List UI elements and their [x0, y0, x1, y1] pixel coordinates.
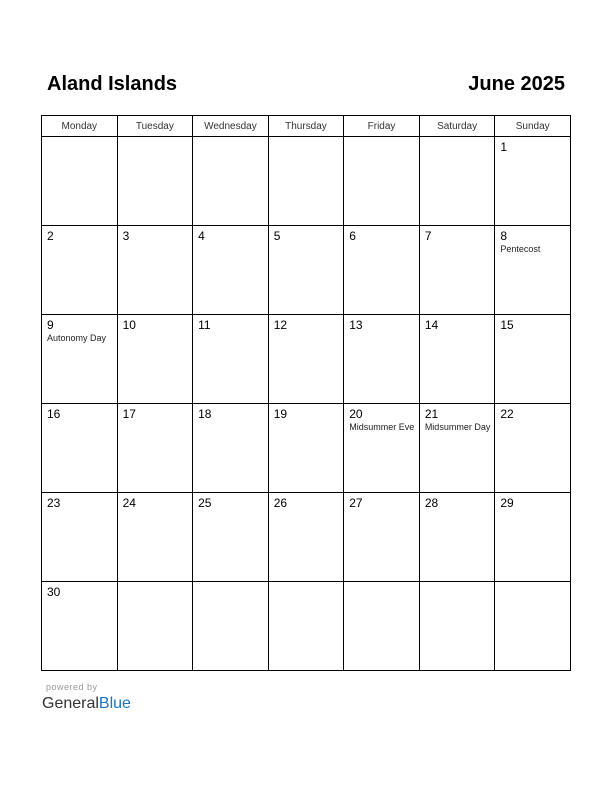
day-cell — [42, 493, 118, 582]
weekday-header: Friday — [344, 116, 420, 137]
day-cell — [495, 582, 571, 671]
day-number: 6 — [349, 229, 356, 243]
day-cell — [193, 493, 269, 582]
day-number — [495, 582, 570, 585]
day-cell — [117, 137, 193, 226]
weekday-header: Wednesday — [193, 116, 269, 137]
day-cell — [344, 582, 420, 671]
brand-blue: Blue — [98, 695, 131, 712]
day-cell — [344, 226, 420, 315]
day-cell — [117, 404, 193, 493]
day-cell — [42, 315, 118, 404]
day-number — [269, 582, 344, 585]
weekday-header: Thursday — [268, 116, 344, 137]
day-number: 20 — [349, 407, 363, 421]
day-cell — [495, 315, 571, 404]
day-cell — [495, 404, 571, 493]
day-number: 4 — [198, 229, 205, 243]
day-cell — [268, 226, 344, 315]
weekday-header: Saturday — [419, 116, 495, 137]
day-number: 19 — [273, 407, 288, 421]
weekday-header: Monday — [42, 116, 118, 137]
day-cell — [419, 582, 495, 671]
day-number: 18 — [198, 407, 212, 421]
day-cell — [344, 137, 420, 226]
day-number — [420, 582, 495, 585]
day-cell — [419, 226, 495, 315]
week-row — [42, 315, 571, 404]
week-row — [42, 582, 571, 671]
day-number: 24 — [122, 496, 136, 510]
day-number: 26 — [273, 496, 288, 510]
month-year-title: June 2025 — [468, 73, 565, 95]
day-cell — [117, 582, 193, 671]
day-cell — [193, 315, 269, 404]
day-cell — [495, 226, 571, 315]
day-cell — [117, 226, 193, 315]
day-number: 23 — [47, 496, 61, 510]
day-number: 25 — [198, 496, 212, 510]
holiday-label: Pentecost — [500, 244, 541, 254]
day-cell — [117, 315, 193, 404]
day-cell — [117, 493, 193, 582]
day-cell — [344, 315, 420, 404]
day-cell — [419, 493, 495, 582]
day-number: 5 — [273, 229, 281, 243]
day-number — [344, 582, 419, 585]
day-cell — [268, 137, 344, 226]
day-number: 15 — [500, 318, 514, 332]
week-row — [42, 137, 571, 226]
day-cell — [42, 582, 118, 671]
weekday-header: Tuesday — [117, 116, 193, 137]
day-number: 3 — [122, 229, 130, 243]
country-title: Aland Islands — [47, 73, 178, 95]
day-number — [344, 137, 419, 140]
day-number: 17 — [122, 407, 136, 421]
day-number: 10 — [122, 318, 136, 332]
week-row — [42, 493, 571, 582]
day-cell — [344, 404, 420, 493]
day-number: 12 — [273, 318, 288, 332]
day-cell — [495, 493, 571, 582]
day-cell — [42, 226, 118, 315]
day-number: 9 — [47, 318, 54, 332]
day-number: 14 — [424, 318, 439, 332]
day-cell — [193, 226, 269, 315]
day-cell — [419, 315, 495, 404]
day-cell — [42, 404, 118, 493]
day-number: 16 — [47, 407, 61, 421]
day-number: 29 — [500, 496, 514, 510]
day-cell — [268, 493, 344, 582]
day-cell — [419, 137, 495, 226]
day-cell — [193, 582, 269, 671]
day-number — [193, 137, 268, 140]
day-cell — [268, 315, 344, 404]
day-number — [269, 137, 344, 140]
day-cell — [495, 137, 571, 226]
day-number: 1 — [500, 140, 508, 154]
day-number: 7 — [424, 229, 432, 243]
day-cell — [419, 404, 495, 493]
day-cell — [268, 404, 344, 493]
day-cell — [193, 404, 269, 493]
generalblue-logo[interactable] — [42, 694, 131, 714]
day-number — [420, 137, 495, 140]
weekday-header: Sunday — [495, 116, 571, 137]
holiday-label: Autonomy Day — [47, 333, 107, 343]
day-number — [118, 582, 193, 585]
week-row — [42, 226, 571, 315]
holiday-label: Midsummer Day — [424, 422, 491, 432]
day-number: 13 — [349, 318, 363, 332]
brand-general: General — [42, 695, 99, 712]
powered-by-text: powered by — [46, 682, 98, 692]
calendar-grid — [41, 115, 571, 671]
day-cell — [268, 582, 344, 671]
day-number — [118, 137, 193, 140]
day-number: 21 — [424, 407, 439, 421]
day-number — [42, 137, 117, 140]
day-number: 30 — [47, 585, 61, 599]
week-row — [42, 404, 571, 493]
day-number: 2 — [47, 229, 54, 243]
day-cell — [344, 493, 420, 582]
day-number: 11 — [198, 318, 211, 332]
day-cell — [193, 137, 269, 226]
holiday-label: Midsummer Eve — [349, 422, 415, 432]
day-cell — [42, 137, 118, 226]
day-number: 8 — [500, 229, 508, 243]
day-number: 22 — [500, 407, 514, 421]
day-number: 27 — [349, 496, 363, 510]
day-number: 28 — [424, 496, 439, 510]
weekday-header-row — [42, 116, 571, 137]
day-number — [193, 582, 268, 585]
